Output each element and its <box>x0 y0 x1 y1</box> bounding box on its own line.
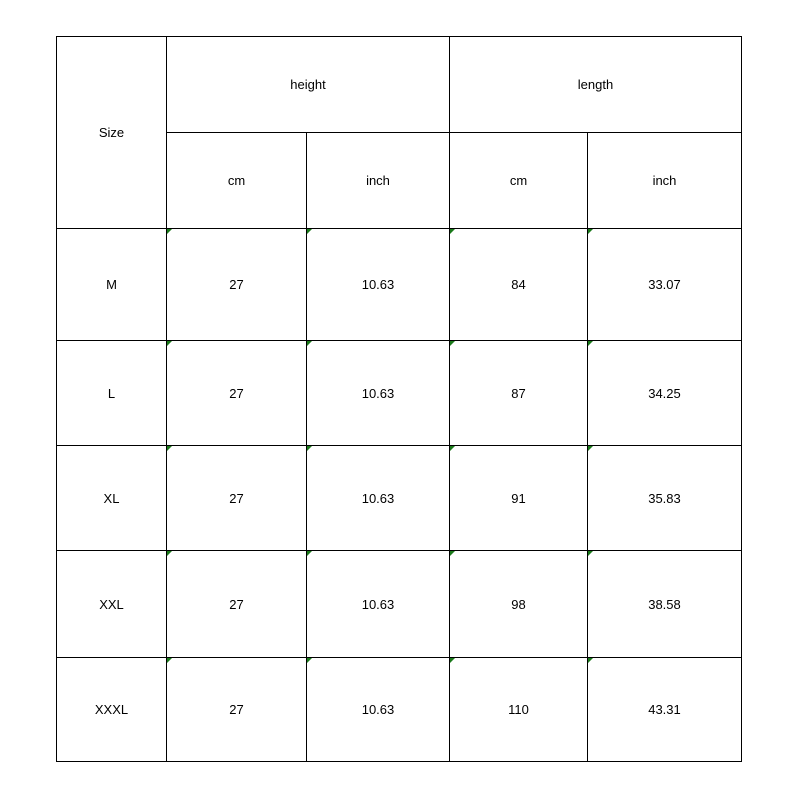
table-row <box>57 658 742 762</box>
table-row <box>57 551 742 658</box>
length-cm-cell: 110 <box>450 658 588 762</box>
length-inch-cell: 43.31 <box>588 658 742 762</box>
height-cm-cell: 27 <box>167 229 307 341</box>
length-cm-cell: 84 <box>450 229 588 341</box>
size-header: Size <box>57 37 167 229</box>
height-inch-cell: 10.63 <box>307 446 450 551</box>
size-chart <box>56 36 742 762</box>
length-cm-cell: 91 <box>450 446 588 551</box>
table-row <box>57 446 742 551</box>
height-inch-cell: 10.63 <box>307 658 450 762</box>
length-inch-cell: 34.25 <box>588 341 742 446</box>
header-row-groups <box>57 37 742 133</box>
length-cm-cell: 87 <box>450 341 588 446</box>
table-row <box>57 229 742 341</box>
size-table <box>56 36 742 762</box>
height-group-header: height <box>167 37 450 133</box>
height-inch-cell: 10.63 <box>307 551 450 658</box>
size-cell: XXL <box>57 551 167 658</box>
length-group-header: length <box>450 37 742 133</box>
length-cm-header: cm <box>450 133 588 229</box>
height-inch-cell: 10.63 <box>307 229 450 341</box>
height-cm-cell: 27 <box>167 446 307 551</box>
height-inch-header: inch <box>307 133 450 229</box>
size-cell: XXXL <box>57 658 167 762</box>
height-inch-cell: 10.63 <box>307 341 450 446</box>
length-inch-header: inch <box>588 133 742 229</box>
size-cell: M <box>57 229 167 341</box>
length-inch-cell: 38.58 <box>588 551 742 658</box>
height-cm-cell: 27 <box>167 658 307 762</box>
length-inch-cell: 33.07 <box>588 229 742 341</box>
height-cm-header: cm <box>167 133 307 229</box>
size-cell: XL <box>57 446 167 551</box>
length-cm-cell: 98 <box>450 551 588 658</box>
height-cm-cell: 27 <box>167 551 307 658</box>
table-row <box>57 341 742 446</box>
size-cell: L <box>57 341 167 446</box>
length-inch-cell: 35.83 <box>588 446 742 551</box>
height-cm-cell: 27 <box>167 341 307 446</box>
